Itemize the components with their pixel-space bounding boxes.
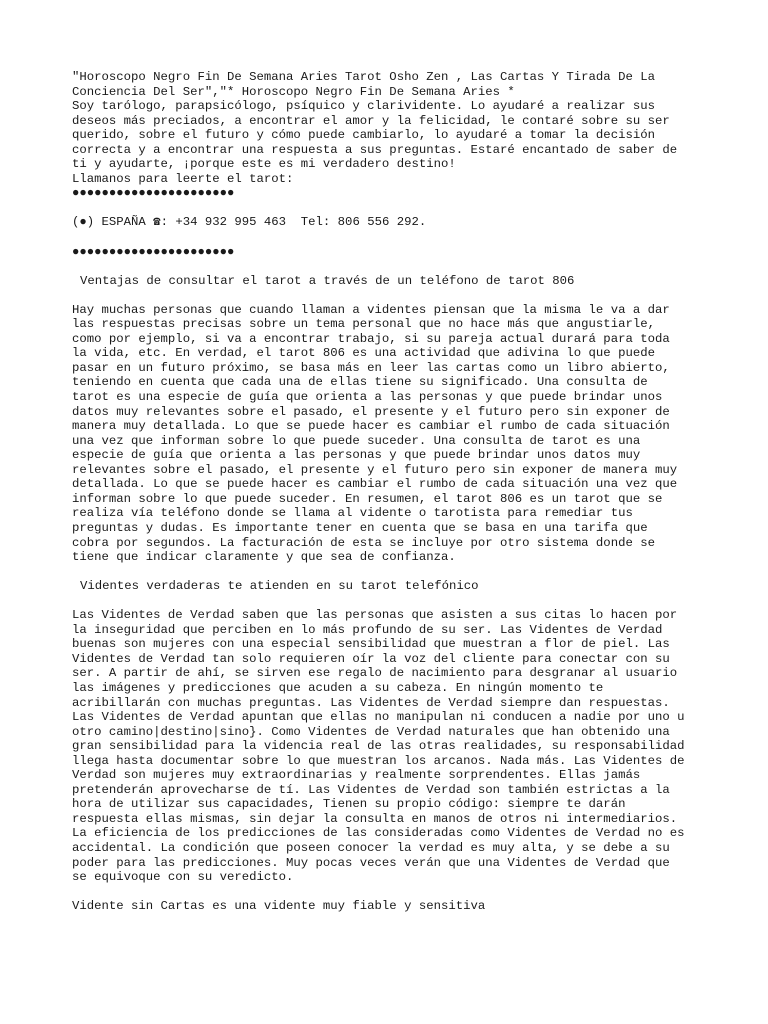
paragraph-line: Las Videntes de Verdad apuntan que ellas no manipulan ni conducen a nadie por uno u	[72, 710, 685, 725]
intro-line: Soy tarólogo, parapsicólogo, psíquico y clarividente. Lo ayudaré a realizar sus	[72, 99, 655, 114]
paragraph-line: se equivoque con su veredicto.	[72, 870, 294, 885]
paragraph-line: respuesta ellas mismas, sin dejar la consulta en manos de otros ni intermediarios.	[72, 811, 678, 826]
intro-line: querido, sobre el futuro y cómo puede cambiarlo, lo ayudaré a tomar la decisión	[72, 128, 655, 143]
paragraph-line: accidental. La condición que poseen conocer la verdad es muy alta, y se debe a su	[72, 840, 670, 855]
paragraph-line: relevantes sobre el pasado, el presente y el futuro pero sin exponer de manera muy	[72, 462, 678, 477]
intro-line: correcta y a encontrar una respuesta a sus preguntas. Estaré encantado de saber de	[72, 142, 678, 157]
paragraph-line: manera muy detallada. Lo que se puede hacer es cambiar el rumbo de cada situación	[72, 419, 670, 434]
paragraph-line: pretenderán aprovecharse de tí. Las Videntes de Verdad son también estrictas a la	[72, 782, 670, 797]
intro-line: Llamanos para leerte el tarot:	[72, 171, 294, 186]
paragraph-line: acribillarán con muchas preguntas. Las Videntes de Verdad siempre dan respuestas.	[72, 695, 670, 710]
section-heading: Vidente sin Cartas es una vidente muy fiable y sensitiva	[72, 899, 486, 914]
paragraph-line: especie de guía que orienta a las personas y que puede brindar unos datos muy	[72, 448, 641, 463]
section-heading: Videntes verdaderas te atienden en su tarot telefónico	[80, 579, 479, 594]
bullet-separator: ●●●●●●●●●●●●●●●●●●●●●●	[72, 186, 235, 201]
paragraph-line: poder para las predicciones. Muy pocas veces verán que una Videntes de Verdad que	[72, 855, 670, 870]
paragraph-line: Verdad son mujeres muy extraordinarias y realmente sorprendentes. Ellas jamás	[72, 768, 641, 783]
paragraph-line: otro camino|destino|sino}. Como Videntes de Verdad naturales que han obtenido una	[72, 724, 670, 739]
paragraph-tarot-806	[72, 303, 712, 565]
paragraph-line: cobra por segundos. La facturación de esta se incluye por otro sistema donde se	[72, 535, 655, 550]
paragraph-line: preguntas y dudas. Es importante tener en cuenta que se basa en una tarifa que	[72, 520, 648, 535]
paragraph-line: llega hasta documentar sobre lo que muestran los arcanos. Nada más. Las Videntes de	[72, 753, 685, 768]
paragraph-line: tarot es una especie de guía que orienta a las personas y que puede brindar unos	[72, 390, 663, 405]
contact-phone-line: (●) ESPAÑA ☎: +34 932 995 463 Tel: 806 556 292.	[72, 215, 427, 230]
paragraph-line: la inseguridad que perciben en lo más profundo de su ser. Las Videntes de Verdad	[72, 622, 663, 637]
intro-line: "Horoscopo Negro Fin De Semana Aries Tarot Osho Zen , Las Cartas Y Tirada De La	[72, 70, 655, 84]
paragraph-line: buenas son mujeres con una especial sensibilidad que muestran a flor de piel. Las	[72, 637, 670, 652]
paragraph-line: las respuestas precisas sobre un tema personal que no hace más que angustiarle,	[72, 317, 655, 332]
paragraph-line: detallada. Lo que se puede hacer es cambiar el rumbo de cada situación una vez que	[72, 477, 678, 492]
paragraph-line: teniendo en cuenta que cada una de ellas tiene su significado. Una consulta de	[72, 375, 648, 390]
paragraph-line: hora de utilizar sus capacidades, Tienen su propio código: siempre te darán	[72, 797, 626, 812]
paragraph-videntes-verdad	[72, 608, 712, 884]
paragraph-line: Hay muchas personas que cuando llaman a videntes piensan que la misma le va a dar	[72, 302, 670, 317]
paragraph-line: gran sensibilidad para la videncia real de las otras realidades, su responsabilidad	[72, 739, 685, 754]
paragraph-line: la vida, etc. En verdad, el tarot 806 es una actividad que adivina lo que puede	[72, 346, 655, 361]
paragraph-line: tiene que indicar claramente y que sea de confianza.	[72, 550, 456, 565]
bullet-separator: ●●●●●●●●●●●●●●●●●●●●●●	[72, 244, 235, 259]
paragraph-line: ser. A partir de ahí, se sirven ese regalo de nacimiento para desgranar al usuario	[72, 666, 678, 681]
paragraph-line: las imágenes y predicciones que acuden a su cabeza. En ningún momento te	[72, 680, 604, 695]
paragraph-line: Las Videntes de Verdad saben que las personas que asisten a sus citas lo hacen por	[72, 608, 678, 623]
paragraph-line: La eficiencia de los predicciones de las consideradas como Videntes de Verdad no es	[72, 826, 685, 841]
paragraph-line: informan sobre lo que puede suceder. En resumen, el tarot 806 es un tarot que se	[72, 491, 663, 506]
intro-line: ti y ayudarte, ¡porque este es mi verdadero destino!	[72, 157, 456, 172]
paragraph-line: Videntes de Verdad tan solo requieren oír la voz del cliente para conectar con su	[72, 651, 670, 666]
paragraph-line: como por ejemplo, si va a encontrar trabajo, si su pareja actual durará para toda	[72, 331, 670, 346]
section-heading: Ventajas de consultar el tarot a través de un teléfono de tarot 806	[80, 273, 575, 288]
intro-line: Conciencia Del Ser","* Horoscopo Negro Fin De Semana Aries *	[72, 84, 515, 99]
paragraph-line: una vez que informan sobre lo que puede suceder. Una consulta de tarot es una	[72, 433, 641, 448]
paragraph-line: datos muy relevantes sobre el pasado, el presente y el futuro pero sin exponer de	[72, 404, 670, 419]
paragraph-line: realiza vía teléfono donde se llama al vidente o tarotista para remediar tus	[72, 506, 633, 521]
intro-block	[72, 70, 712, 201]
intro-line: deseos más preciados, a encontrar el amor y la felicidad, le contaré sobre su ser	[72, 113, 670, 128]
paragraph-line: pasar en un futuro próximo, se basa más en leer las cartas como un libro abierto,	[72, 360, 670, 375]
document-page	[72, 70, 712, 914]
